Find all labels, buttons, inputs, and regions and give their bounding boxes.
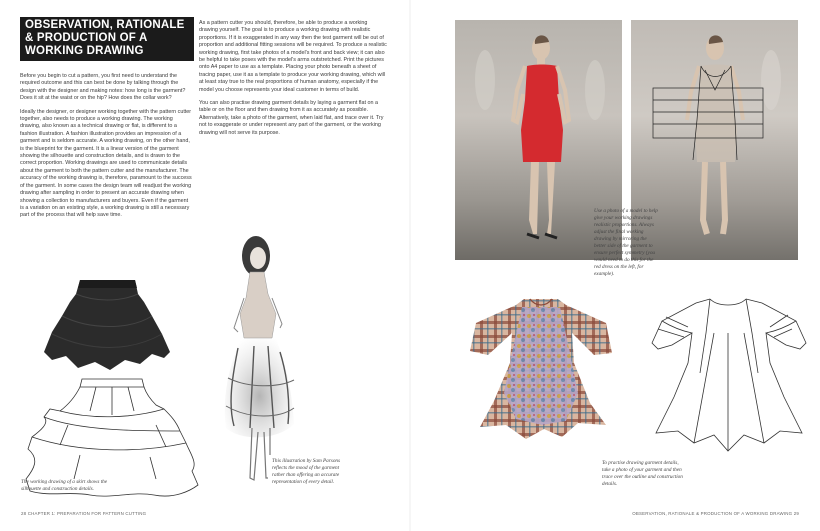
folio-right: OBSERVATION, RATIONALE & PRODUCTION OF A WORKING DRAWING 29 (632, 511, 799, 516)
dress-working-drawing (648, 293, 810, 458)
title-line: OBSERVATION, RATIONALE (25, 19, 185, 31)
skirt-photo (40, 272, 175, 377)
paragraph: As a pattern cutter you should, therefore, be able to produce a working drawing yourself. The goal is to produce a working drawing with realistic proportions. If it is exaggerated in any way then the test garment will be out of proportion and additional fitting sessions will be required. To produce a realistic working drawing, first take photos of a model's front and back view; it can also be helpful to take poses with the model's arms outstretched. Print the pictures onto A4 paper to use as a template. Placing your photo beneath a sheet of tracing paper, use it as a template to produce your working drawing, which will at least stay true to the real proportions of human anatomy, especially if the model you choose represents your ideal customer in terms of build. (199, 20, 387, 93)
body-column-2 (199, 20, 387, 143)
page-title (20, 17, 194, 61)
paragraph: Ideally the designer, or designer working together with the pattern cutter together, also needs to produce a working drawing. The working drawing, also known as a technical drawing or flat, is different to a fashion illustration. A fashion illustration provides an impression of a garment and is seldom accurate. A working drawing, on the other hand, is the blueprint for the garment. It is a linear version of the garment showing the silhouette and construction details, and is drawn to the correct proportion. Working drawings are used to communicate details about the garment to both the pattern cutter and the manufacturer. The accuracy of the working drawing is, therefore, paramount to the success of the garment. In some cases the design team will readjust the working drawing after sampling in order to present an accurate drawing when showing a collection to manufacturers and buyers. Even if the garment is a variation on an existing style, a working drawing is still a necessary part of the process that will help save time. (20, 108, 192, 219)
page-fold (409, 0, 411, 531)
title-line: & PRODUCTION OF A (25, 32, 148, 44)
caption-skirt: The working drawing of a skirt shows the silhouette and construction details. (21, 479, 108, 492)
caption-illustration: This illustration by Sam Parsons reflects the mood of the garment rather than offering an accurate representation of every detail. (268, 455, 350, 489)
paragraph: You can also practise drawing garment details by laying a garment flat on a table or on the floor and then drawing from it as accurately as possible. Alternatively, take a photo of the garment, when laid flat, and trace over it. Try not to exaggerate or under represent any part of the garment, or the working drawing will not serve its purpose. (199, 100, 384, 136)
caption-model: Use a photo of a model to help give your working drawings realistic proportions. Always adjust the final working drawing by mirroring the better side of the garment to ensure perfect symmetry (you would need to do this for the red dress on the left, for example). (594, 208, 658, 277)
paragraph: Before you begin to cut a pattern, you first need to understand the required outcome and this can best be done by talking through the design with the designer and making notes: how long is the garment? Does it sit at the waist or on the hip? How does the collar work? (20, 73, 186, 102)
title-line: WORKING DRAWING (25, 45, 144, 57)
body-column-1 (20, 73, 192, 226)
plaid-dress-photo (466, 293, 616, 443)
caption-dress: To practise drawing garment details, take a photo of your garment and then trace over the outline and construction details. (602, 460, 683, 487)
folio-left: 28 CHAPTER 1: PREPARATION FOR PATTERN CUTTING (21, 511, 147, 516)
